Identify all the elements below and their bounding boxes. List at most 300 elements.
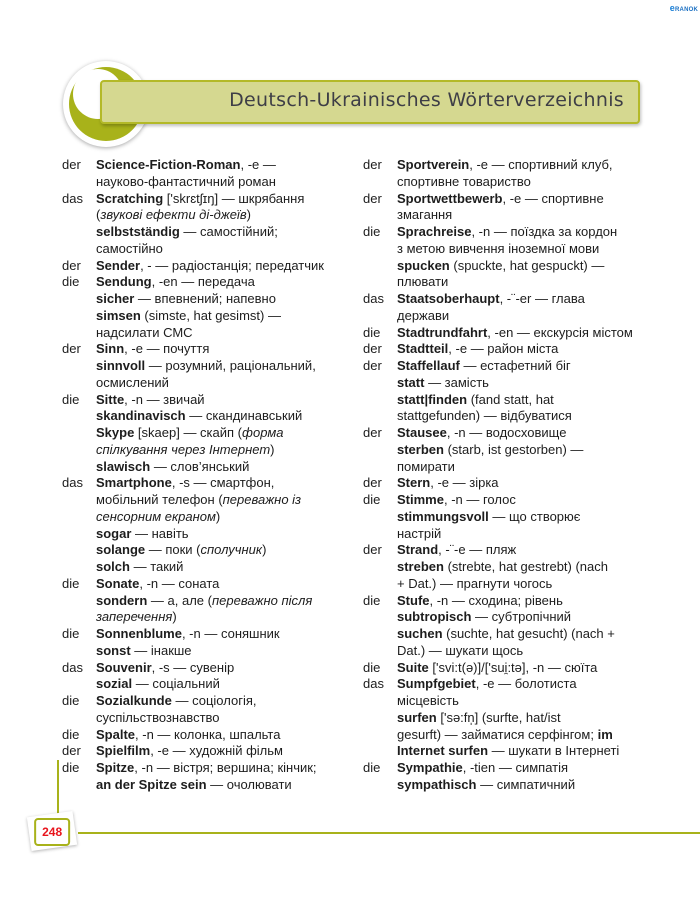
- entry-line: [96, 559, 354, 576]
- translation: ): [246, 207, 251, 223]
- article: die: [363, 492, 381, 507]
- header-banner: [100, 80, 640, 124]
- translation: (spuckte, hat gespuckt) —: [449, 257, 605, 273]
- dictionary-entry: [363, 777, 683, 794]
- translation: — інакше: [130, 642, 192, 658]
- entry-line: [397, 325, 683, 342]
- entry-line: [96, 207, 354, 224]
- entry-line: [96, 475, 354, 492]
- translation: змагання: [397, 207, 453, 223]
- dictionary-entry: [62, 727, 354, 744]
- entry-line: [96, 191, 354, 208]
- entry-line: [397, 291, 683, 308]
- entry-line: [96, 291, 354, 308]
- article: die: [62, 726, 80, 742]
- article: die: [363, 760, 381, 775]
- entry-line: [96, 760, 354, 777]
- dictionary-entry: [62, 593, 354, 627]
- entry-line: [397, 375, 683, 392]
- translation: , -e — спортивне: [502, 190, 604, 206]
- headword: Sendung: [96, 274, 152, 290]
- entry-line: [397, 777, 683, 794]
- dictionary-entry: [363, 559, 683, 593]
- entry-line: [96, 777, 354, 794]
- headword: suchen: [397, 626, 443, 641]
- translation: (strebte, hat gestrebt) (nach: [443, 559, 608, 574]
- translation: ['skrɛtʃɪŋ] — шкрябання: [163, 190, 305, 206]
- article: der: [363, 341, 382, 357]
- translation: , -n — соняшник: [181, 626, 280, 641]
- translation: самостійно: [96, 240, 163, 256]
- dictionary-entry: [363, 325, 683, 342]
- translation: , -n — звичай: [124, 391, 205, 407]
- entry-line: [96, 224, 354, 241]
- headword: statt: [397, 374, 425, 390]
- headword: sozial: [96, 676, 133, 692]
- translation: — впевнений; напевно: [134, 291, 276, 306]
- dictionary-entry: [62, 224, 354, 258]
- translation: — соціологія,: [171, 693, 257, 708]
- entry-line: [96, 492, 354, 509]
- dictionary-entry: [62, 258, 354, 275]
- translation: ): [270, 441, 275, 457]
- headword: Sympathie: [397, 760, 463, 775]
- translation: (fand statt, hat: [467, 391, 554, 407]
- translation: — симпатичний: [476, 776, 576, 792]
- page-number-badge: [27, 811, 77, 851]
- dictionary-entry: [363, 375, 683, 392]
- entry-line: [96, 542, 354, 559]
- article: die: [62, 575, 80, 591]
- dictionary-entry: [62, 358, 354, 392]
- article: die: [363, 592, 381, 608]
- translation: місцевість: [397, 693, 459, 708]
- dictionary-entry: [363, 341, 683, 358]
- dictionary-entry: [62, 475, 354, 525]
- translation: , -n — сходина; рівень: [429, 592, 563, 608]
- note: форма: [242, 425, 284, 440]
- entry-line: [397, 593, 683, 610]
- entry-line: [96, 693, 354, 710]
- entry-line: [96, 274, 354, 291]
- translation: , - — радіостанція; передатчик: [140, 257, 324, 273]
- translation: — замість: [424, 374, 489, 390]
- headword: Sprachreise: [397, 224, 472, 239]
- translation: — субтропічний: [471, 609, 572, 625]
- translation: — навіть: [131, 525, 189, 541]
- translation: , -tien — симпатія: [462, 760, 569, 775]
- translation: — що створює: [488, 508, 581, 524]
- entry-line: [397, 526, 683, 543]
- translation: , -en — передача: [151, 274, 255, 290]
- translation: ['svi:t(ə)]/['sui̯:tə], -n — сюїта: [428, 659, 598, 675]
- article: das: [62, 190, 83, 206]
- entry-line: [96, 643, 354, 660]
- dictionary-entry: [62, 308, 354, 342]
- dictionary-entry: [62, 526, 354, 543]
- entry-line: [397, 660, 683, 677]
- dictionary-entry: [62, 274, 354, 291]
- translation: , -¨-e — пляж: [438, 542, 517, 558]
- dictionary-entry: [363, 626, 683, 660]
- note: заперечення: [96, 609, 173, 625]
- dictionary-entry: [62, 743, 354, 760]
- dictionary-entry: [62, 660, 354, 677]
- translation: — розумний, раціональний,: [145, 358, 316, 373]
- entry-line: [96, 325, 354, 342]
- publisher-logo: [670, 3, 698, 13]
- dictionary-column-right: [363, 157, 683, 794]
- headword: sinnvoll: [96, 358, 146, 373]
- article: der: [62, 157, 81, 172]
- entry-line: [397, 258, 683, 275]
- translation: , -e — болотиста: [475, 676, 577, 692]
- dictionary-entry: [363, 710, 683, 760]
- translation: (starb, ist gestorben) —: [443, 441, 584, 457]
- headword: Stufe: [397, 592, 430, 608]
- entry-line: [96, 425, 354, 442]
- headword: slawisch: [96, 458, 151, 474]
- headword: Spitze: [96, 760, 135, 775]
- page-number-frame: [34, 818, 70, 846]
- article: die: [62, 693, 80, 708]
- translation: Dat.) — шукати щось: [397, 642, 524, 658]
- page-number: 248: [42, 824, 63, 839]
- headword: Strand: [397, 542, 439, 558]
- headword: Stadtteil: [397, 341, 449, 357]
- headword: Sonnenblume: [96, 626, 182, 641]
- dictionary-entry: [363, 676, 683, 710]
- translation: stattgefunden) — відбуватися: [397, 408, 572, 424]
- entry-line: [96, 660, 354, 677]
- entry-line: [96, 392, 354, 409]
- translation: настрій: [397, 525, 442, 541]
- article: das: [363, 676, 384, 692]
- dictionary-entry: [363, 492, 683, 509]
- headword: Staffellauf: [397, 358, 460, 373]
- entry-line: [397, 475, 683, 492]
- entry-line: [397, 207, 683, 224]
- dictionary-entry: [363, 760, 683, 777]
- translation: держави: [397, 307, 450, 323]
- entry-line: [96, 526, 354, 543]
- article: das: [363, 291, 384, 306]
- headword: simsen: [96, 307, 141, 323]
- entry-line: [397, 559, 683, 576]
- headword: Stausee: [397, 425, 447, 440]
- dictionary-entry: [62, 392, 354, 409]
- page-title: Deutsch-Ukrainisches Wörterverzeichnis: [229, 89, 624, 111]
- article: die: [62, 760, 80, 775]
- dictionary-entry: [363, 392, 683, 426]
- translation: — естафетний біг: [459, 358, 571, 373]
- entry-line: [397, 693, 683, 710]
- headword: solange: [96, 542, 146, 558]
- dictionary-entry: [363, 224, 683, 258]
- article: die: [62, 274, 80, 290]
- translation: (simste, hat gesimst) —: [140, 307, 281, 323]
- headword: subtropisch: [397, 609, 472, 625]
- headword: Sender: [96, 257, 141, 273]
- article: die: [363, 324, 381, 340]
- dictionary-entry: [62, 676, 354, 693]
- entry-line: [397, 459, 683, 476]
- article: der: [62, 743, 81, 759]
- translation: плювати: [397, 274, 449, 290]
- translation: — поки (: [145, 542, 201, 558]
- headword: Sportwettbewerb: [397, 190, 503, 206]
- headword: stimmungsvoll: [397, 508, 489, 524]
- article: die: [62, 391, 80, 407]
- translation: (suchte, hat gesucht) (nach +: [442, 626, 615, 641]
- entry-line: [96, 710, 354, 727]
- dictionary-entry: [363, 358, 683, 375]
- entry-line: [397, 643, 683, 660]
- entry-line: [96, 743, 354, 760]
- logo-e: e: [669, 3, 675, 13]
- headword: Sitte: [96, 391, 125, 407]
- headword: Souvenir: [96, 659, 152, 675]
- headword: sterben: [397, 441, 444, 457]
- logo-text: RANOK: [675, 7, 698, 13]
- translation: , -n — голос: [443, 492, 516, 507]
- dictionary-entry: [363, 609, 683, 626]
- dictionary-entry: [363, 660, 683, 677]
- translation: — слов’янський: [150, 458, 250, 474]
- entry-line: [397, 308, 683, 325]
- entry-line: [96, 375, 354, 392]
- entry-line: [397, 274, 683, 291]
- entry-line: [397, 509, 683, 526]
- entry-line: [96, 308, 354, 325]
- entry-line: [397, 341, 683, 358]
- headword: Spalte: [96, 726, 136, 742]
- entry-line: [397, 425, 683, 442]
- entry-line: [397, 241, 683, 258]
- entry-line: [397, 626, 683, 643]
- translation: [skaep] — скайп (: [134, 425, 243, 440]
- headword: sondern: [96, 592, 148, 608]
- page-border-horizontal: [78, 832, 700, 834]
- entry-line: [397, 542, 683, 559]
- translation: — соціальний: [132, 676, 220, 692]
- entry-line: [96, 174, 354, 191]
- headword: spucken: [397, 257, 450, 273]
- entry-line: [397, 442, 683, 459]
- headword: Internet surfen: [397, 743, 489, 759]
- dictionary-entry: [62, 693, 354, 727]
- translation: , -e — почуття: [124, 341, 210, 357]
- entry-line: [397, 760, 683, 777]
- entry-line: [96, 459, 354, 476]
- translation: , -n — поїздка за кордон: [471, 224, 618, 239]
- entry-line: [96, 408, 354, 425]
- translation: , -¨-er — глава: [499, 291, 585, 306]
- headword: surfen: [397, 709, 437, 725]
- dictionary-entry: [363, 593, 683, 610]
- entry-line: [96, 593, 354, 610]
- dictionary-entry: [62, 576, 354, 593]
- article: der: [363, 542, 382, 558]
- translation: — самостійний;: [179, 224, 278, 239]
- dictionary-entry: [363, 258, 683, 292]
- dictionary-entry: [62, 291, 354, 308]
- headword: solch: [96, 559, 130, 574]
- translation: — а, але (: [147, 592, 212, 608]
- entry-line: [96, 676, 354, 693]
- note: переважно після: [211, 592, 313, 608]
- translation: спортивне товариство: [397, 173, 531, 189]
- entry-line: [96, 341, 354, 358]
- note: спілкування через Інтернет: [96, 441, 271, 457]
- headword: Sumpfgebiet: [397, 676, 476, 692]
- translation: , -en — екскурсія містом: [487, 324, 633, 340]
- translation: gesurft) — займатися серфінгом;: [397, 726, 598, 742]
- headword: an der Spitze sein: [96, 776, 207, 792]
- headword: sonst: [96, 642, 131, 658]
- headword: statt|finden: [397, 391, 468, 407]
- note: переважно із: [222, 492, 302, 507]
- entry-line: [96, 609, 354, 626]
- article: der: [363, 358, 382, 373]
- headword: sympathisch: [397, 776, 477, 792]
- translation: (: [96, 207, 101, 223]
- article: der: [363, 475, 382, 491]
- translation: , -e — зірка: [430, 475, 499, 491]
- article: der: [363, 190, 382, 206]
- headword: Sozialkunde: [96, 693, 172, 708]
- dictionary-entry: [363, 442, 683, 476]
- dictionary-entry: [62, 542, 354, 559]
- entry-line: [397, 224, 683, 241]
- translation: ['sə:fn̩] (surfte, hat/ist: [436, 709, 561, 725]
- dictionary-entry: [62, 626, 354, 643]
- entry-line: [96, 442, 354, 459]
- entry-line: [397, 710, 683, 727]
- headword: Staatsoberhaupt: [397, 291, 500, 306]
- article: die: [363, 224, 381, 239]
- entry-line: [397, 358, 683, 375]
- article: der: [363, 157, 382, 172]
- entry-line: [96, 258, 354, 275]
- translation: осмислений: [96, 374, 169, 390]
- headword: im: [597, 726, 613, 742]
- entry-line: [397, 676, 683, 693]
- headword: skandinavisch: [96, 408, 186, 424]
- headword: Suite: [397, 659, 429, 675]
- translation: , -n — соната: [139, 575, 220, 591]
- entry-line: [96, 157, 354, 174]
- translation: , -n — водосховище: [446, 425, 567, 440]
- dictionary-entry: [62, 559, 354, 576]
- dictionary-entry: [62, 408, 354, 425]
- dictionary-column-left: [62, 157, 354, 794]
- entry-line: [397, 576, 683, 593]
- translation: надсилати СМС: [96, 324, 193, 340]
- entry-line: [96, 727, 354, 744]
- dictionary-entry: [363, 542, 683, 559]
- headword: Stimme: [397, 492, 444, 507]
- article: die: [363, 659, 381, 675]
- headword: Stadtrundfahrt: [397, 324, 488, 340]
- translation: науково-фантастичний роман: [96, 173, 276, 189]
- dictionary-entry: [363, 475, 683, 492]
- entry-line: [96, 509, 354, 526]
- translation: , -s — сувенір: [151, 659, 235, 675]
- dictionary-entry: [62, 425, 354, 459]
- translation: — шукати в Інтернеті: [488, 743, 620, 759]
- dictionary-entry: [363, 157, 683, 191]
- translation: , -e — художній фільм: [150, 743, 283, 759]
- headword: Stern: [397, 475, 431, 491]
- translation: ): [262, 542, 267, 558]
- article: der: [363, 425, 382, 440]
- article: der: [62, 257, 81, 273]
- note: сенсорним екраном: [96, 508, 216, 524]
- translation: , -e — спортивний клуб,: [469, 157, 613, 172]
- entry-line: [397, 609, 683, 626]
- dictionary-entry: [62, 191, 354, 225]
- translation: — такий: [129, 559, 184, 574]
- headword: Skype: [96, 425, 135, 440]
- entry-line: [96, 241, 354, 258]
- entry-line: [397, 191, 683, 208]
- translation: ): [172, 609, 177, 625]
- dictionary-entry: [363, 425, 683, 442]
- dictionary-entry: [62, 341, 354, 358]
- entry-line: [397, 174, 683, 191]
- article: der: [62, 341, 81, 357]
- article: das: [62, 475, 83, 491]
- dictionary-entry: [62, 157, 354, 191]
- article: die: [62, 626, 80, 641]
- headword: selbstständig: [96, 224, 180, 239]
- headword: Sonate: [96, 575, 140, 591]
- entry-line: [96, 576, 354, 593]
- headword: sogar: [96, 525, 132, 541]
- entry-line: [397, 157, 683, 174]
- translation: , -e —: [240, 157, 276, 172]
- entry-line: [397, 743, 683, 760]
- dictionary-entry: [62, 760, 354, 794]
- headword: Sinn: [96, 341, 125, 357]
- headword: Smartphone: [96, 475, 172, 491]
- dictionary-entry: [363, 291, 683, 325]
- entry-line: [96, 626, 354, 643]
- entry-line: [397, 492, 683, 509]
- translation: , -e — район міста: [448, 341, 559, 357]
- entry-line: [397, 727, 683, 744]
- headword: streben: [397, 559, 444, 574]
- translation: ): [215, 508, 221, 524]
- translation: — очолювати: [206, 776, 292, 792]
- translation: , -n — вістря; вершина; кінчик;: [134, 760, 317, 775]
- translation: помирати: [397, 458, 455, 474]
- entry-line: [397, 408, 683, 425]
- headword: Scratching: [96, 190, 164, 206]
- headword: sicher: [96, 291, 135, 306]
- translation: , -s — смартфон,: [171, 475, 275, 491]
- entry-line: [96, 358, 354, 375]
- translation: — скандинавський: [185, 408, 303, 424]
- dictionary-entry: [62, 459, 354, 476]
- article: das: [62, 659, 83, 675]
- translation: з метою вивчення іноземної мови: [397, 240, 600, 256]
- translation: суспільствознавство: [96, 709, 220, 725]
- dictionary-entry: [363, 191, 683, 225]
- headword: Sportverein: [397, 157, 470, 172]
- note: звукові ефекти ді-джеїв: [100, 207, 247, 223]
